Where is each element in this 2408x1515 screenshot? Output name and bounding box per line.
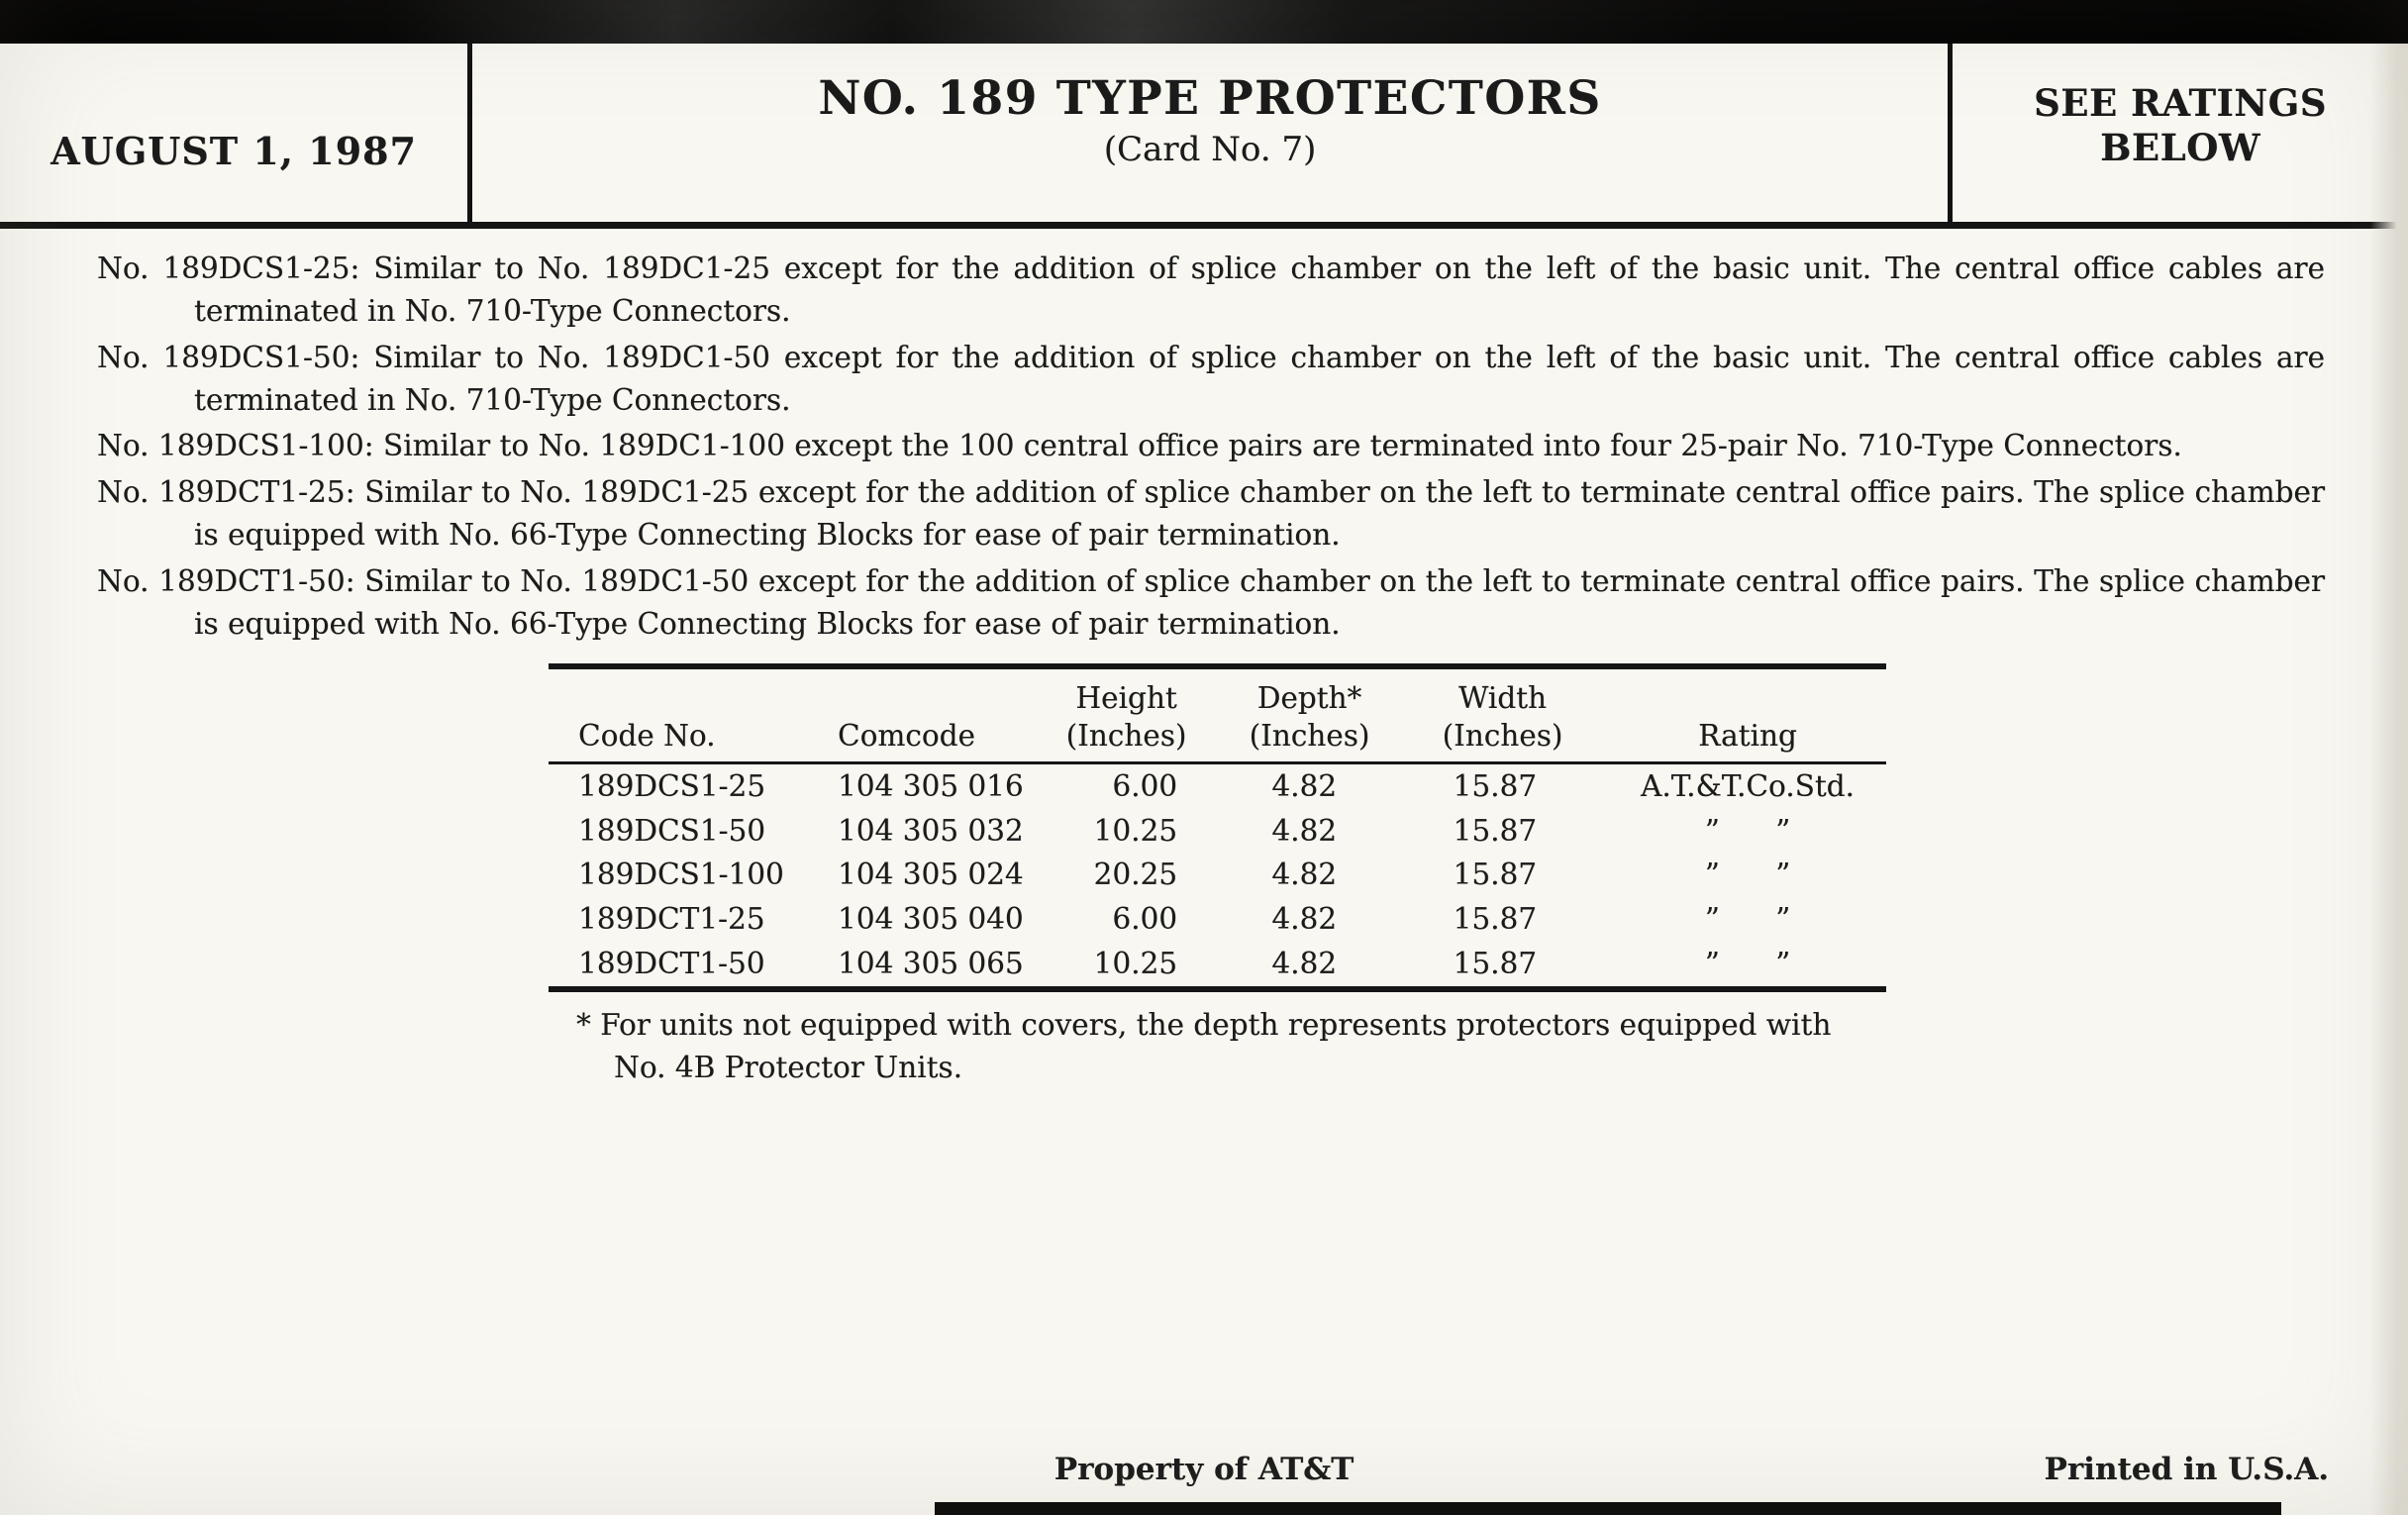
column-header-depth <box>1223 666 1396 762</box>
width-cell: 15.87 <box>1453 902 1537 937</box>
dimensions-table <box>549 663 1886 992</box>
comcode-cell: 104 305 032 <box>838 813 1024 848</box>
card-footer <box>0 1452 2408 1501</box>
column-header-line: Comcode <box>838 719 975 754</box>
depth-cell: 4.82 <box>1271 768 1337 803</box>
depth-cell: 4.82 <box>1271 902 1337 937</box>
code-cell: 189DCS1-50 <box>578 813 766 848</box>
table-footnote <box>576 1004 1886 1089</box>
protector-description: Similar to No. 189DC1-25 except for the addition of splice chamber on the left to terminate central office pairs. The splice chamber is equipped with No. 66-Type Connecting Blocks for ease of pair termination. <box>194 474 2325 553</box>
protector-code-label: No. 189DCS1-100: <box>97 429 374 463</box>
scan-artifact-top <box>0 0 2408 44</box>
property-notice: Property of AT&T <box>1054 1452 1354 1487</box>
ratings-note-line1: SEE RATINGS <box>2034 81 2327 125</box>
height-cell: 6.00 <box>1112 902 1177 937</box>
column-header-line: (Inches) <box>1065 719 1187 754</box>
column-header-height <box>1030 666 1223 762</box>
card-header <box>0 44 2408 222</box>
width-cell: 15.87 <box>1453 813 1537 848</box>
column-header-line: (Inches) <box>1442 719 1563 754</box>
dimensions-table-section <box>549 663 1886 1088</box>
column-header-line: Height <box>1075 681 1177 715</box>
column-header-line: Depth* <box>1256 681 1362 715</box>
height-cell: 10.25 <box>1093 813 1177 848</box>
column-header-rating <box>1609 666 1886 762</box>
header-divider-rule <box>0 222 2408 229</box>
depth-cell: 4.82 <box>1271 813 1337 848</box>
code-cell: 189DCS1-100 <box>578 858 784 892</box>
table-header-row <box>549 666 1886 762</box>
card-title: NO. 189 TYPE PROTECTORS <box>818 71 1602 126</box>
table-row <box>549 853 1886 897</box>
rating-cell: ” ” <box>1704 858 1791 892</box>
rating-cell: ” ” <box>1704 946 1791 980</box>
description-item <box>97 560 2325 647</box>
table-row <box>549 942 1886 989</box>
comcode-cell: 104 305 024 <box>838 858 1024 892</box>
height-cell: 6.00 <box>1112 768 1177 803</box>
protector-description: Similar to No. 189DC1-50 except for the addition of splice chamber on the left of the basic unit. The central office cables are terminated in No. 710-Type Connectors. <box>194 340 2325 418</box>
comcode-cell: 104 305 016 <box>838 768 1024 803</box>
width-cell: 15.87 <box>1453 768 1537 803</box>
width-cell: 15.87 <box>1453 946 1537 980</box>
depth-cell: 4.82 <box>1271 946 1337 980</box>
description-item <box>97 471 2325 557</box>
card-subtitle: (Card No. 7) <box>1103 130 1317 169</box>
table-row <box>549 809 1886 854</box>
protector-code-label: No. 189DCT1-25: <box>97 474 355 509</box>
printed-notice: Printed in U.S.A. <box>2044 1452 2329 1487</box>
column-header-line: Width <box>1458 681 1547 715</box>
rating-cell: ” ” <box>1704 813 1791 848</box>
width-cell: 15.87 <box>1453 858 1537 892</box>
protector-description: Similar to No. 189DC1-50 except for the addition of splice chamber on the left to terminate central office pairs. The splice chamber is equipped with No. 66-Type Connecting Blocks for ease of pair termination. <box>194 563 2325 641</box>
column-header-line: (Inches) <box>1249 719 1370 754</box>
protector-description: Similar to No. 189DC1-100 except the 100 central office pairs are terminated into four 25-pair No. 710-Type Connectors. <box>382 429 2182 463</box>
protector-code-label: No. 189DCT1-50: <box>97 563 355 598</box>
scan-artifact-bottom <box>935 1502 2281 1515</box>
comcode-cell: 104 305 065 <box>838 946 1024 980</box>
scan-edge-shadow <box>2370 44 2408 1515</box>
column-header-code <box>549 666 812 762</box>
rating-cell: ” ” <box>1704 902 1791 937</box>
height-cell: 20.25 <box>1093 858 1177 892</box>
protector-code-label: No. 189DCS1-50: <box>97 340 360 374</box>
title-cell <box>467 44 1953 222</box>
protector-description: Similar to No. 189DC1-25 except for the addition of splice chamber on the left of the basic unit. The central office cables are terminated in No. 710-Type Connectors. <box>194 252 2325 329</box>
height-cell: 10.25 <box>1093 946 1177 980</box>
comcode-cell: 104 305 040 <box>838 902 1024 937</box>
description-list <box>0 248 2408 649</box>
description-item <box>97 425 2325 467</box>
column-header-comcode <box>812 666 1030 762</box>
footnote-line2: No. 4B Protector Units. <box>614 1050 962 1084</box>
table-row <box>549 897 1886 942</box>
code-cell: 189DCT1-50 <box>578 946 765 980</box>
depth-cell: 4.82 <box>1271 858 1337 892</box>
card-date: AUGUST 1, 1987 <box>50 128 417 173</box>
code-cell: 189DCS1-25 <box>578 768 766 803</box>
column-header-width <box>1396 666 1609 762</box>
ratings-note <box>1953 44 2408 222</box>
rating-cell: A.T.&T.Co.Std. <box>1641 768 1855 803</box>
ratings-note-line2: BELOW <box>2100 126 2260 170</box>
description-item <box>97 337 2325 423</box>
protector-code-label: No. 189DCS1-25: <box>97 252 360 285</box>
code-cell: 189DCT1-25 <box>578 902 765 937</box>
footnote-line1: * For units not equipped with covers, the depth represents protectors equipped with <box>576 1007 1832 1042</box>
table-row <box>549 762 1886 808</box>
description-item <box>97 248 2325 334</box>
column-header-line: Code No. <box>578 719 716 754</box>
column-header-line: Rating <box>1698 719 1797 754</box>
date-cell <box>0 44 467 222</box>
